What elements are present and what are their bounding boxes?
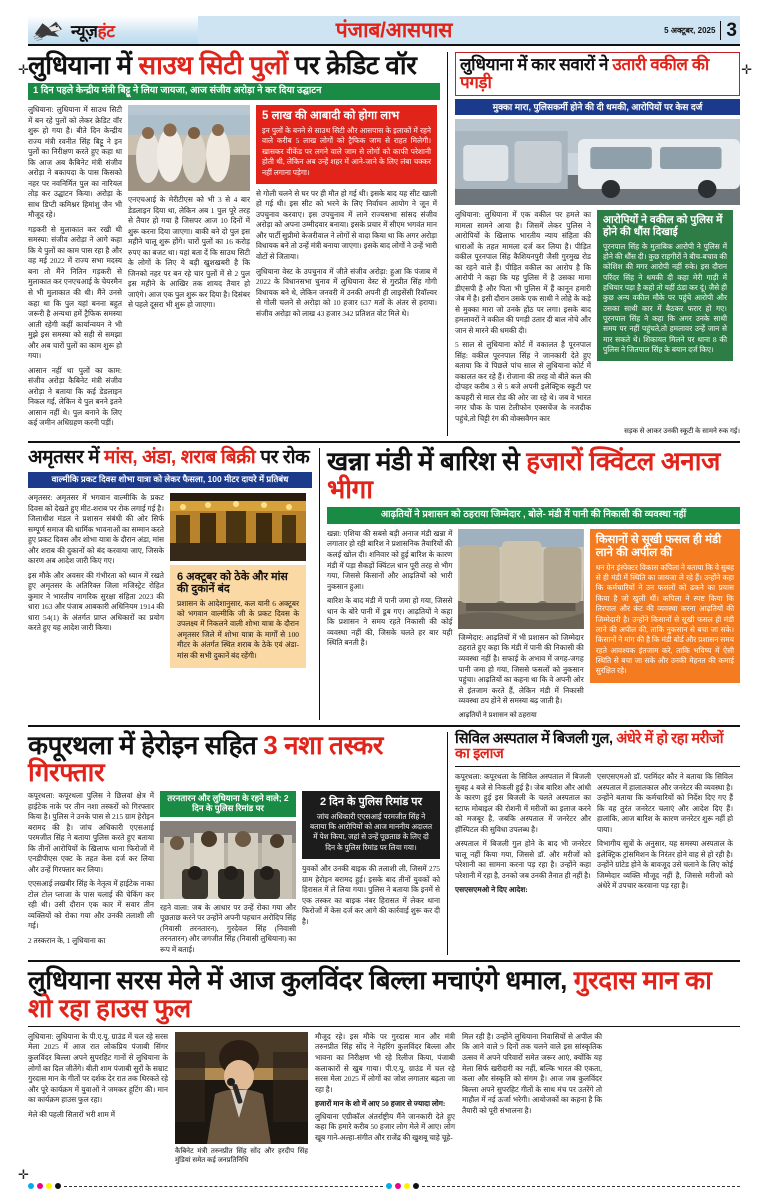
story-lawyer-turban <box>448 52 740 436</box>
paragraph: 2 तस्करान के, 1 लुधियाना का <box>28 935 106 945</box>
registration-cross-icon-bottomleft: ✛ <box>18 1167 29 1182</box>
paragraph: गड़करी से मुलाकात कर रखी थी समस्या: संजीव अरोड़ा ने आगे कहा कि ये पुलों का काम पास रहा है और वह मई 2022 में राज्य सभा मदस्य बना तो मैंने नितिन गड़करी से मुलाकात कर एनएचआई के चेयरमैन से भी मुलाकात की थी। मैंने उनसे कहा था कि पुल यहां बनना बहुत जरूरी है अन्यथा हमें ट्रैफिक समस्या आती रहेगी कहीं कार्यान्वयन ने भी मुझे इस समस्या को सही से समझा और अब चारों पुलों का काम शुरू हो गया। <box>28 224 122 361</box>
cmyk-dot-magenta <box>37 1183 43 1189</box>
masthead <box>28 16 740 46</box>
inset-police-threat <box>597 210 733 361</box>
column-2 <box>458 529 583 720</box>
column-2 <box>160 791 296 955</box>
column-1 <box>28 1032 168 1165</box>
masthead-logo[interactable] <box>28 16 198 44</box>
paragraph: कपूरथला: कपूरथला पुलिस ने छिलवां क्षेत्र में हाईटेक नाके पर तीन नशा तस्करों को गिरफ्तार किया है। पुलिस ने उनके पास से 215 ग्राम हेरोइन बरामद की है। जांच अधिकारी एएसआई परमजीत सिंह ने बताया पुलिस करते हुए बताया कि तीनों आरोपियों के खिलाफ थाना फिरोजों में एनडीपीएस एक्ट के तहत केस दर्ज कर लिया और उन्हें गिरफ्तार कर लिया। <box>28 791 154 874</box>
column-2 <box>175 1032 308 1165</box>
masthead-date: 5 अक्टूबर, 2025 <box>664 25 716 35</box>
section-divider <box>28 725 740 727</box>
column-3 <box>315 1032 455 1165</box>
story-khanna-mandi <box>320 448 740 719</box>
story-saras-mela <box>28 967 740 1165</box>
paragraph: 5 साल से लुधियाना कोर्ट में वकालत है पूरनपाल सिंह: वकील पूरनपाल सिंह ने जानकारी देते हुए बताया कि वे पिछले पांच साल से लुधियाना कोर्ट में वकालत कर रहे हैं। रोजाना की तरह वो बीते कल की दोपहर करीब 3 से 5 बजे अपनी इलेक्ट्रिक स्कूटी पर कचहरी से माल रोड की ओर जा रहे थे। जब वे भारत नगर चौक के पास टेलीफोन एक्सचेंज के नजदीक पहुंचे,तो चिट्टी रंग की वोक्सवैगन कार <box>455 340 591 423</box>
inset-body: पूरनपाल सिंह के मुताबिक आरोपी ने पुलिस में होने की धौंस दी। कुछ राहगीरों ने बीच-बचाव की कोशिश की मगर आरोपी नहीं रुके। इस दौरान परिंदर सिंह ने धमकी दी कहा मेरी गाड़ी में हथियार पड़ा है कहो तो यहीं ठंडा कर दूं। जैसे ही कुछ अन्य वकील मौके पर पहुंचे आरोपी और उसका साथी कार में बैठकर फरार हो गए। पूरनपाल सिंह ने कहा कि अगर उनके साथी समय पर नहीं पहुंचते,तो हमलावर उन्हें जान से मार सकते थे। शिकायत मिलने पर थाना 8 की पुलिस ने जितपाल सिंह के बयान दर्ज किए। <box>603 241 727 355</box>
headline-lawyer-turban: लुधियाना में कार सवारों ने उतारी वकील की पगड़ी <box>460 55 709 92</box>
paragraph: खन्ना: एशिया की सबसे बड़ी अनाज मंडी खन्ना में लगातार हो रही बारिश ने प्रशासनिक तैयारियों की कलई खोल दी। शनिवार को हुई बारिश के कारण मंडी में पड़ा सैकड़ों क्विंटल धान पूरी तरह से भीग गया, जिससे किसानों और आढ़तियों को भारी नुकसान हुआ। <box>327 528 453 591</box>
headline-khanna: खन्ना मंडी में बारिश से हजारों क्विंटल अनाज भीगा <box>327 446 720 504</box>
third-section <box>28 729 740 956</box>
photo-caption: सड़क से आकर उनकी स्कूटी के सामने रुक गई। <box>624 427 740 436</box>
story-kapurthala-heroin <box>28 729 448 956</box>
paragraph: रहने वाला: जब के आधार पर उन्हें रोका गया और पूछताछ करने पर उन्होंने अपनी पहचान अरोदिप सिंह (निवासी तरनतारन), गुरदेवल सिंह (निवासी तरनतारन) और जगजीत सिंह (निवासी लुधियाना) का रूप में बताई। <box>160 902 296 954</box>
photo-grain-sacks <box>458 529 583 629</box>
story-civil-hospital <box>448 732 740 956</box>
inset-body: इन पुलों के बनने से साउथ सिटी और आसपास के इलाकों में रहने वाले करीब 5 लाख लोगों को ट्रैफिक जाम से राहत मिलेगी। खासकर वीकेंड पर लगने वाले जाम से लोगों को काफी परेशानी होती थी, लेकिन अब उन्हें शहर में आने-जाने के लिए लंबा चक्कर नहीं लगाना पड़ेगा। <box>262 126 431 177</box>
paragraph: अस्पताल में बिजली गुल होने के बाद भी जनरेटर चालू नहीं किया गया, जिससे डॉ. और मरीजों को परेशानी का सामना करना पड़ रहा है। उन्होंने कहा परेशानी में रहा है, उनको जब उनकी तैनात ही नहीं है। <box>455 839 591 880</box>
subheadline-south-city: 1 दिन पहले केन्द्रीय मंत्री बिट्टू ने लिया जायजा, आज संजीव अरोड़ा ने कर दिया उद्घाटन <box>28 83 440 100</box>
inset-6-october-closure <box>170 565 306 668</box>
paragraph: एएसआई लखबीर सिंह के नेतृत्व में हाईटेक नाका टोल टोल प्लाजा के पास चलाई की चेकिंग कर रही थी। उसी दौरान एक कार में सवार तीन व्यक्तियों को रोका गया और उनकी तलाशी ली गई। <box>28 879 154 931</box>
subheading: हजारों मान के शो में आए 50 हजार से ज्यादा लोग: <box>315 1099 446 1109</box>
masthead-logo-text: न्यूज़हंट <box>71 21 115 41</box>
column-1 <box>28 493 164 668</box>
inset-title: 6 अक्टूबर को ठेके और मांस की दुकानें बंद <box>177 571 288 596</box>
masthead-meta <box>590 16 740 44</box>
newspaper-page <box>0 16 768 1203</box>
eagle-logo-icon <box>32 18 68 42</box>
column-3 <box>302 791 440 955</box>
column-1 <box>327 529 452 720</box>
paragraph: लुधियाना: लुधियाना के पी.ए.यू. ग्राउंड में चल रहे सरस मेला 2025 में आज रात लोकप्रिय पंजाबी सिंगर कुलविंदर बिल्ला अपने सुपरहिट गानों से लुधियाना के लोगों का दिल जीतेंगे। बीती शाम पंजाबी सुरों के सम्राट गुरदास मान के गीतों पर दर्शक देर रात तक थिरकते रहे और पूरे कार्यक्रम में युवाओं ने जमकर हूटिंग की। मान का कार्यक्रम हाउस फुल रहा। <box>28 1031 168 1105</box>
column-2 <box>597 210 733 424</box>
paragraph: एसएसएमओ ने दिए आदेश: <box>455 885 528 895</box>
page-number: 3 <box>720 21 737 40</box>
paragraph: जिम्मेदार: आढ़तियों में भी प्रशासन को जिम्मेदार ठहराते हुए कहा कि मंडी में पानी की निकासी की व्यवस्था नहीं है। सफाई के अभाव में जगह-जगह पानी जमा हो गया, जिससे फसलों को नुकसान पहुंचा। आढ़तियों का कहना था कि वे अपनी ओर से इंतजाम करते हैं, लेकिन मंडी में निकासी व्यवस्था ठप होने से समस्या बढ़ जाती है। <box>458 632 584 706</box>
section-divider <box>28 960 740 962</box>
headline-amritsar: अमृतसर में मांस, अंडा, शराब बिक्री पर रोक <box>28 447 310 469</box>
inset-kisan-appeal <box>590 529 740 683</box>
paragraph: आसान नहीं था पुलों का काम: संजीव अरोड़ा कैबिनेट मंत्री संजीव अरोड़ा ने बताया कि कई डेडलाइन निकल गई, लेकिन ये पुल बनने इतने आसान नहीं थे। पुल बनाने के लिए कई जमीन अधिग्रहण करनी पड़ीं। <box>28 365 122 428</box>
subheadline-kapurthala: तरनतारन और लुधियाना के रहने वाले; 2 दिन के पुलिस रिमांड पर <box>160 791 296 817</box>
paragraph: विभागीय सूत्रों के अनुसार, यह समस्या अस्पताल के इलेक्ट्रिक ट्रांसमिशन के निरंतर होने वाह से हो रही है। उन्होंने ग्रांटेड होने के बावजूद उसे चलाने के लिए कोई जिम्मेदार व्यक्ति मौजूद नहीं है, जिससे मरीजों को अंधेरे में उपचार करवाना पड़ रहा है। <box>597 839 733 891</box>
paragraph: युवकों और उनकी बाइक की तलाशी ली, जिसमें 275 ग्राम हेरोइन बरामद हुई। इसके बाद तीनों युवकों को हिरासत में ले लिया गया। पुलिस ने बताया कि इनमें से एक तस्कर का बाइक नंबर हिरासत में लेकर थाना फिरोजों में केस दर्ज कर आगे की कार्रवाई शुरू कर दी है। <box>302 864 440 926</box>
registration-cross-icon-topright: ✛ <box>741 62 752 77</box>
subheadline-amritsar: वाल्मीकि प्रकट दिवस शोभा यात्रा को लेकर फैसला, 100 मीटर दायरे में प्रतिबंध <box>28 472 312 488</box>
column-2 <box>170 493 306 668</box>
column-1 <box>28 791 154 955</box>
photo-caption: आढ़तियों ने प्रशासन को ठहराया <box>458 710 537 719</box>
paragraph: कपूरथला: कपूरथला के सिविल अस्पताल में बिजली सुबह 4 बजे से निकली हुई है। जेब बारिश और आंधी के कारण हुई इस बिजली के चलते अस्पताल का स्टाफ मोबाइल की रोशनी में मरीजों का इलाज करने को मजबूर है, जबकि अस्पताल में जनरेटर और हॉस्पिटल की सुविधा उपलब्ध है। <box>455 772 591 834</box>
story-south-city-bridges <box>28 52 448 436</box>
subheadline-khanna: आढ़तियों ने प्रशासन को ठहराया जिम्मेदार , बोले- मंडी में पानी की निकासी की व्यवस्था नहीं <box>327 507 740 524</box>
column-3 <box>590 529 740 720</box>
column-1 <box>28 105 122 428</box>
inset-body: प्रशासन के आदेशानुसार, कल यानी 6 अक्टूबर को भगवान वाल्मीकि जी के प्रकट दिवस के उपलक्ष्य में निकलने वाली शोभा यात्रा के दौरान अमृतसर जिले में शोभा यात्रा के मार्गों से 100 मीटर के अंतर्गत स्थित शराब के ठेके एवं अंडा-मांस की सभी दुकानें बंद रहेंगी। <box>177 598 299 660</box>
paragraph: एनएचआई के मेरीटीएस को भी 3 से 4 बार डेडलाइन दिया था, लेकिन अब 1 पुल पूरे तरह से तैयार हो गया है जिसपर आज 10 दिनों में शुरू करना दिया जाएगा। बाकी बने दो पुल इस महीने चालू शुरू होंगे। चारों पुलों का 16 करोड़ रुपए का बजट था। यहां बता दें कि साउथ सिटी के लोगों के लिए ये बड़ी खुशखबरी है कि जिनको नहर पर बन रहे चार पुलों में से 2 पुल इस महीने के आखिर तक शायद तैयार हो जाएंगे। आज एक पुल शुरू कर दिया है। दिसंबर से पहले दूसरा भी शुरू हो जाएगा। <box>128 195 250 310</box>
cmyk-dot-black-2 <box>413 1183 419 1189</box>
cmyk-dot-magenta-2 <box>395 1183 401 1189</box>
cmyk-dot-cyan-2 <box>386 1183 392 1189</box>
column-2 <box>128 105 250 428</box>
inset-title: 2 दिन के पुलिस रिमांड पर <box>319 796 423 809</box>
paragraph: अमृतसर: अमृतसर में भगवान वाल्मीकि के प्रकट दिवस को देखते हुए मीट-शराब पर रोक लगाई गई है। जिलाधीश मंडल ने प्रशासन संबंधी की ओर सिर्फ सम्पूर्ण समाज की धार्मिक भावनाओं का सम्मान करते हुए प्रकट दिवस और शोभा यात्रा के दौरान अंडा, मांस और शराब की दुकानों को बंद करवाया जाए, जिसके कारण अब आदेश जारी किए गए। <box>28 493 164 566</box>
inset-body: धन ग्रेन इंस्पेक्टर विकास कपिला ने बताया कि वे सुबह से ही मंडी में स्थिति का जायजा ले रहे हैं। उन्होंने कहा कि कर्मचारियों ने उन फसलों को ढकने का प्रयास किया है जो खुली थीं। कपिला ने स्पष्ट किया कि तिरपाल और कंट की व्यवस्था करना आढ़तियों की जिम्मेदारी है। उन्होंने किसानों से सूखी फसल ही मंडी लाने की अपील की, ताकि नुकसान से बचा जा सके। किसानों ने मांग की है कि मंडी बोर्ड और प्रशासन समय रहते आवश्यक इंतजाम करे, ताकि भविष्य में ऐसी स्थिति से बचा जा सके और उनकी मेहनत की कमाई सुरक्षित रहे। <box>595 562 734 676</box>
middle-section <box>28 448 740 719</box>
top-section <box>28 52 740 436</box>
photo-car-scene <box>455 119 740 205</box>
paragraph: इस मौके और अवसर की गंभीरता को ध्यान में रखते हुए अमृतसर के अतिरिक्त जिला मजिस्ट्रेट रोहित कुमार ने भारतीय नागरिक सुरक्षा संहिता 2023 की धारा 163 और पंजाब आबकारी अधिनियम 1914 की धारा 54(1) के अंतर्गत प्राप्त अधिकारों का प्रयोग करते हुए यह आदेश जारी किया। <box>28 570 164 633</box>
column-3 <box>256 105 437 428</box>
inset-title: किसानों से सूखी फसल ही मंडी लाने की अपील की <box>595 533 722 559</box>
paragraph: मौजूद रहे। इस मौके पर गुरदास मान और मंत्री तरुनप्रीत सिंह सोंद ने नेहरिंग कुलविंदर बिल्ला और भावना का निरीक्षण भी रहे रिलीज किया, पंजाबी कलाकारों से खुब गाया। पी.ए.यू. ग्राउंड में चल रहे सरस मेला 2025 में लोगों का जोश लगातार बढ़ता जा रहा है। <box>315 1031 455 1094</box>
headline-kapurthala: कपूरथला में हेरोइन सहित 3 नशा तस्कर गिरफ्तार <box>28 729 383 787</box>
cmyk-dot-yellow-2 <box>404 1183 410 1189</box>
paragraph: से गोली चलने से घर पर ही मौत हो गई थी। इसके बाद यह सीट खाली हो गई थी। इस सीट को भरने के लिए निर्वाचन आयोग ने जून में उपचुनाव करवाए। इस उपचुनाव में लाने राज्यसभा सांसद संजीव अरोड़ा को अपना उम्मीदवार बनाया। इसके प्रचार में सीएम भगवंत मान और पार्टी सुप्रीमो केजरीवाल ने लोगों से वादा किया था कि अगर अरोड़ा विधायक बने तो उन्हें मंत्री बनाया जाएगा। इसके बाद लोगों ने उन्हें भारी वोटों से जिताया। <box>256 188 437 261</box>
paragraph: लुधियाना वेस्ट के उपचुनाव में जीते संजीव अरोड़ा: हुआ कि पंजाब में 2022 के विधानसभा चुनाव में लुधियाना वेस्ट से गुरप्रीत सिंह गोगी विधायक बने थे, लेकिन जनवरी में उनकी अपनी ही लाइसेंसी रिवॉल्वर से गोली चलने से अरोड़ा को 10 हजार 637 मतों के अंतर से हराया। संजीव अरोड़ा को लाख 43 हजार 342 प्रतिशत वोट मिले थे। <box>256 266 437 318</box>
cmyk-dot-cyan <box>28 1183 34 1189</box>
photo-police-arrest <box>160 821 296 899</box>
paragraph: लुधियाना: लुधियाना में साउथ सिटी में बन रहे पुलों को लेकर क्रेडिट वॉर शुरू हो गया है। बीते दिन केन्द्रीय राज्य मंत्री रवनीत सिंह बिट्टू ने इन पुलों का निरीक्षण करते हुए कहा था कि आज अब कैबिनेट मंत्री संजीव अरोड़ा ने बकायदा के पास किसको नहर पर नवनिर्मित पुल का नारियल तोड़ कर उद्घाटन किया। अरोड़ा के साथ डिप्टी कमिश्नर हिमांशु जैन भी मौजूद रहे। <box>28 105 122 220</box>
paragraph: लुधियाना: लुधियाना में एक वकील पर हमले का मामला सामने आया है। जिसमें लेकर पुलिस ने आरोपियों के खिलाफ भारतीय न्याय संहिता की धाराओं के तहत मामला दर्ज कर लिया है। पीड़ित वकील पूरनपाल सिंह कैशियनपुरी जैसी गुरमुख रोड का रहने वाले हैं। पीड़ित वकील का आरोप है कि आरोपी ने कहा कि यह पुलिस में है उसका मामा डीएसपी है और पिता भी पुलिस में हैं कानून हमारी जेब में है। इसी दौरान उसके एक साथी ने लोहे के कड़े से मुक्का मारा जो उनके होंठ पर लगा। इसके बाद हमलावरों ने वकील की पगड़ी उतार दी बाल नोचे और जान से मारने की धमकी दी। <box>455 210 591 335</box>
column-4 <box>462 1032 602 1165</box>
inset-title: आरोपियों ने वकील को पुलिस में होने की धौंस दिखाई <box>603 214 723 238</box>
paragraph: मेले की पहली सितारों भरी शाम में <box>28 1109 116 1119</box>
section-divider <box>28 441 740 443</box>
photo-singer-stage <box>175 1032 308 1144</box>
photo-caption: कैबिनेट मंत्री तरुनप्रीत सिंह सोंद और हरदीप सिंह मुंडियां समेत कई जनप्रतिनिधि <box>175 1146 308 1165</box>
column-1 <box>455 210 591 424</box>
paragraph: मिल रही है। उन्होंने लुधियाना निवासियों से अपील की कि आने वाले 9 दिनों तक चलने वाले इस सांस्कृतिक उत्सव में अपने परिवारों समेत जरूर आएं, क्योंकि यह मेला सिर्फ खरीदारी का नहीं, बल्कि भारत की एकता, कला और संस्कृति को संगम है। आज जब कुलविंदर बिल्ला अपने सुपरहिट गीतों के साथ मंच पर उतरेंगे तो माहौल में नई ऊर्जा भरेगी। आयोजकों का कहना है कि तैयारी को पूरी संभालना है। <box>462 1031 602 1115</box>
story-amritsar-ban <box>28 448 320 719</box>
inset-5-lakh-benefit <box>256 105 437 184</box>
column-2 <box>597 772 733 896</box>
subheadline-lawyer-turban: मुक्का मारा, पुलिसकर्मी होने की दी धमकी, आरोपियों पर केस दर्ज <box>455 99 740 115</box>
column-1 <box>455 772 591 896</box>
inset-police-remand <box>302 791 440 859</box>
masthead-section: पंजाब/आसपास <box>335 19 453 42</box>
inset-title: 5 लाख की आबादी को होगा लाभ <box>262 110 400 123</box>
photo-temple-night <box>170 493 306 561</box>
paragraph: एसएसएमओ डॉ. परमिंदर कौर ने बताया कि सिविल अस्पताल में हालातकाल और जनरेटर की व्यवस्था है। उन्होंने बताया कि कर्मचारियों को निर्देश दिए गए हैं कि वह तुरंत जनरेटर चलाएं और आदेश दिए हैं। हालांकि, आज बारिश के कारण जनरेटर शुरू नहीं हो पाया। <box>597 772 733 834</box>
headline-civil-hospital: सिविल अस्पताल में बिजली गुल, अंधेरे में हो रहा मरीजों का इलाज <box>455 730 724 762</box>
registration-cross-icon-topleft: ✛ <box>18 62 29 77</box>
paragraph: लुधियाना एग्रीकॉल अंतर्राष्ट्रीय मैंने जानकारी देते हुए कहा कि हमारे करीब 50 हजार लोग मेले में आए। लोग खूब गाने-अल्हा-संगीत और राजेंद्र की खुशबू चाहे चूहे- <box>315 1111 455 1142</box>
cmyk-dot-black <box>55 1183 61 1189</box>
paragraph: बारिश के बाद मंडी में पानी जमा हो गया, जिससे धान के बोरे पानी में डूब गए। आढ़तियों ने कहा कि प्रशासन ने समय रहते निकासी की कोई व्यवस्था नहीं की, जिसके चलते हर बार यही स्थिति बनती है। <box>327 596 453 648</box>
inset-body: जांच अधिकारी एएसआई परमजीत सिंह ने बताया कि आरोपियों को आज माननीय अदालत में पेश किया, जहां से उन्हें पूछताछ के लिए दो दिन के पुलिस रिमांड पर लिया गया। <box>309 811 433 852</box>
cmyk-registration-strip <box>28 1183 740 1189</box>
cmyk-dot-yellow <box>46 1183 52 1189</box>
headline-saras-mela: लुधियाना सरस मेले में आज कुलविंदर बिल्ला मचाएंगे धमाल, गुरदास मान का शो रहा हाउस फुल <box>28 965 712 1023</box>
photo-bridge-inauguration <box>128 105 250 191</box>
headline-south-city: लुधियाना में साउथ सिटी पुलों पर क्रेडिट वॉर <box>28 50 417 80</box>
